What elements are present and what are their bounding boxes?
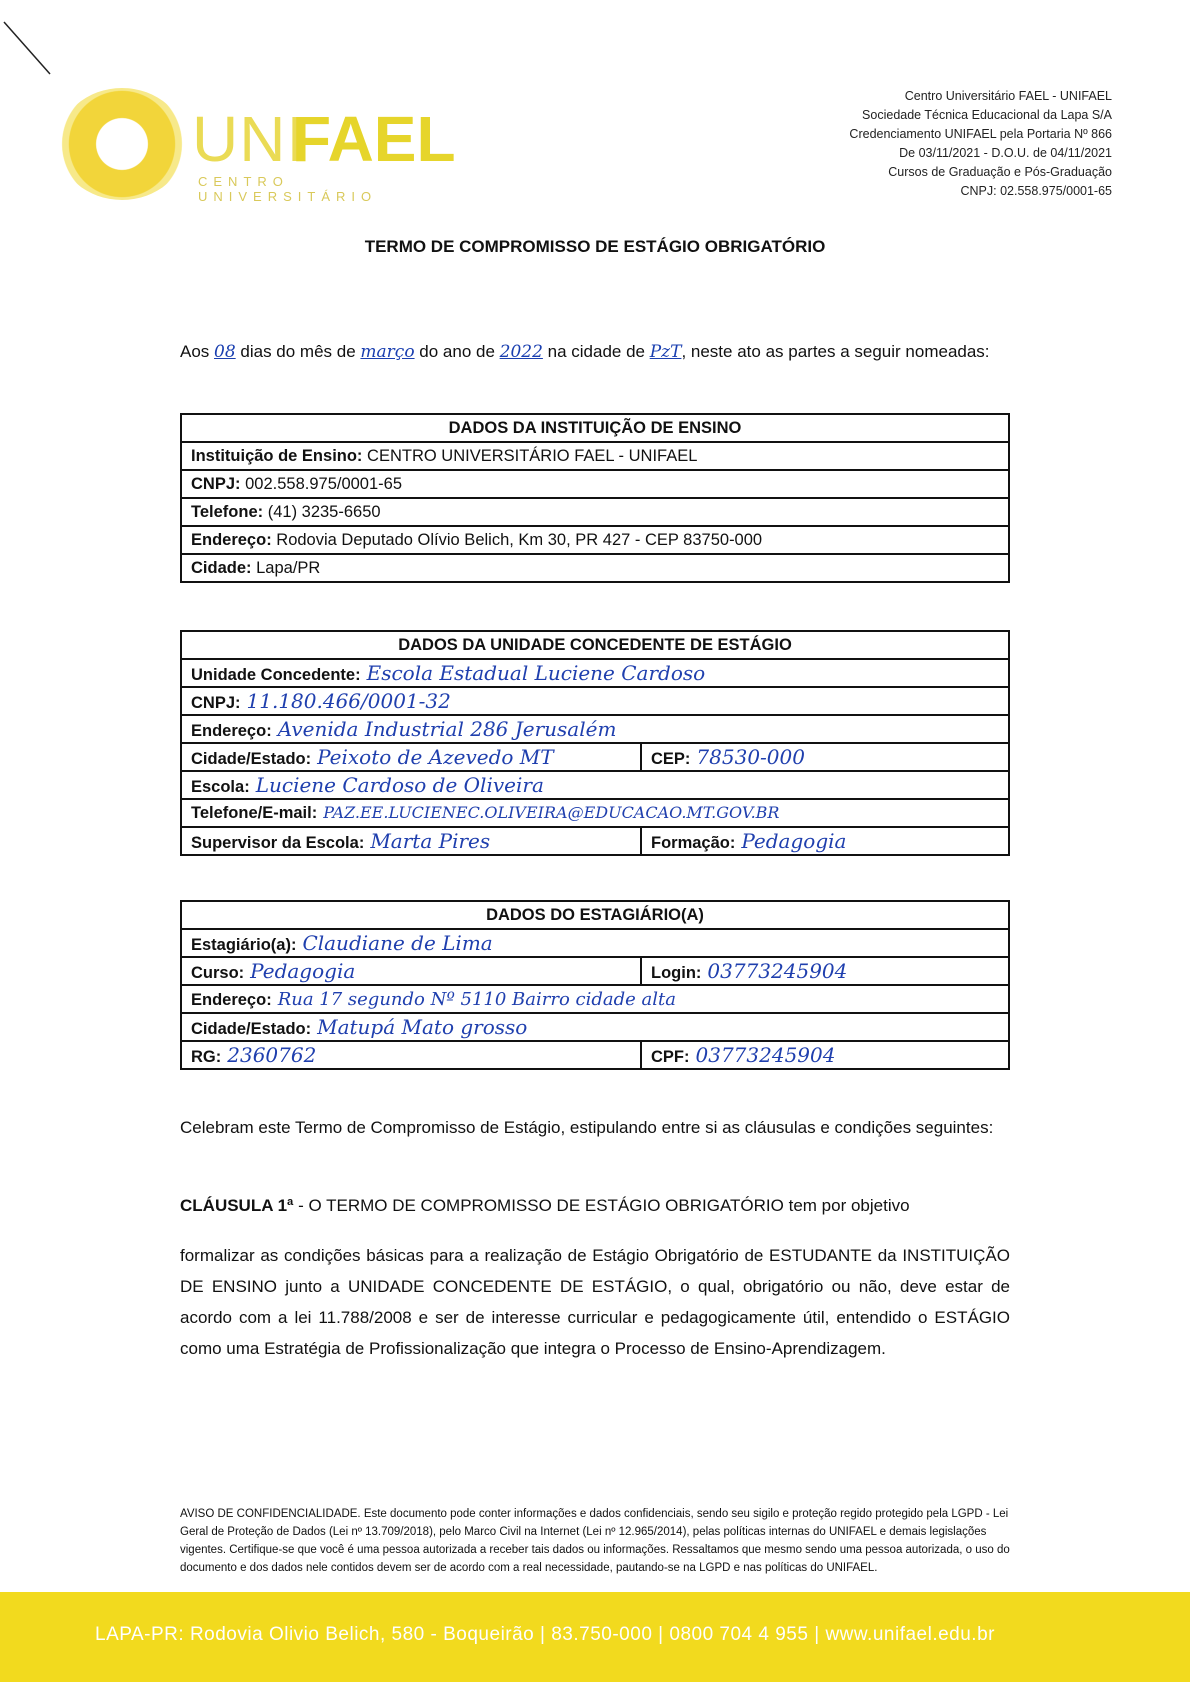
institution-row — [181, 442, 1009, 470]
logo-ring-icon — [58, 88, 186, 200]
formacao-field[interactable]: Pedagogia — [741, 829, 847, 853]
endereco-field[interactable]: Rua 17 segundo Nº 5110 Bairro cidade alta — [277, 988, 676, 1010]
row-value: Rodovia Deputado Olívio Belich, Km 30, PR 427 - CEP 83750-000 — [276, 530, 763, 549]
rg-row — [181, 1041, 641, 1069]
header-line: Cursos de Graduação e Pós-Graduação — [888, 165, 1112, 179]
cidade-row — [181, 743, 641, 771]
clausula-label: CLÁUSULA 1ª — [180, 1196, 294, 1215]
cpf-cell — [641, 1041, 1009, 1069]
cep-field[interactable]: 78530-000 — [696, 745, 805, 769]
row-label: RG: — [191, 1048, 222, 1066]
intro-text: , neste ato as partes a seguir nomeadas: — [681, 342, 990, 361]
intro-text: do ano de — [414, 342, 500, 361]
estagiario-table — [180, 900, 1010, 1070]
row-label: Telefone/E-mail: — [191, 804, 318, 822]
cpf-field[interactable]: 03773245904 — [695, 1043, 836, 1067]
month-field[interactable]: março — [360, 342, 415, 362]
endereco-row — [181, 715, 1009, 743]
row-label: Cidade/Estado: — [191, 750, 312, 768]
institution-row — [181, 470, 1009, 498]
header-line: De 03/11/2021 - D.O.U. de 04/11/2021 — [899, 146, 1112, 160]
row-label: Endereço: — [191, 722, 272, 740]
nome-row — [181, 929, 1009, 957]
concedente-heading: DADOS DA UNIDADE CONCEDENTE DE ESTÁGIO — [181, 631, 1009, 659]
scan-mark — [0, 0, 60, 80]
telefone-field[interactable]: PAZ.EE.LUCIENEC.OLIVEIRA@EDUCACAO.MT.GOV.BR — [323, 803, 780, 822]
cidade-row — [181, 1013, 1009, 1041]
row-label: CNPJ: — [191, 474, 241, 493]
unifael-logo — [58, 88, 458, 204]
row-value: (41) 3235-6650 — [267, 502, 381, 521]
institution-header — [849, 87, 1112, 201]
row-label: Cidade: — [191, 558, 252, 577]
header-line: Credenciamento UNIFAEL pela Portaria Nº 866 — [849, 127, 1112, 141]
cidade-field[interactable]: Matupá Mato grosso — [317, 1015, 528, 1039]
formacao-cell — [641, 827, 1009, 855]
row-label: CEP: — [651, 750, 691, 768]
row-label: Unidade Concedente: — [191, 666, 361, 684]
telefone-row — [181, 799, 1009, 827]
intro-text: Aos — [180, 342, 215, 361]
institution-heading: DADOS DA INSTITUIÇÃO DE ENSINO — [181, 414, 1009, 442]
row-value: CENTRO UNIVERSITÁRIO FAEL - UNIFAEL — [367, 446, 698, 465]
intro-text: na cidade de — [542, 342, 650, 361]
row-label: Endereço: — [191, 990, 272, 1009]
institution-row — [181, 498, 1009, 526]
footer-bar — [0, 1592, 1190, 1682]
rg-field[interactable]: 2360762 — [227, 1043, 317, 1067]
day-field[interactable]: 08 — [214, 342, 236, 362]
escola-row — [181, 771, 1009, 799]
row-label: Cidade/Estado: — [191, 1020, 312, 1038]
logo-text-fael: FAEL — [292, 103, 456, 175]
nome-field[interactable]: Claudiane de Lima — [302, 931, 493, 955]
concedente-table — [180, 630, 1010, 856]
curso-row — [181, 957, 641, 985]
clausula-text: - O TERMO DE COMPROMISSO DE ESTÁGIO OBRIGATÓRIO tem por objetivo — [293, 1196, 910, 1215]
logo-subtitle: CENTRO UNIVERSITÁRIO — [198, 174, 378, 204]
year-field[interactable]: 2022 — [499, 342, 543, 362]
logo-text-uni: UNI — [192, 103, 306, 175]
clausula-body: formalizar as condições básicas para a realização de Estágio Obrigatório de ESTUDANTE da INSTITUIÇÃO DE ENSINO junto a UNIDADE CONCEDENTE DE ESTÁGIO, o qual, obrigatório ou não, deve estar de acordo com a lei 11.788/2008 e ser de interesse curricular e pedagogicamente útil, entendido o ESTÁGIO como uma Estratégia de Profissionalização que integra o Processo de Ensino-Aprendizagem. — [180, 1246, 1010, 1358]
curso-field[interactable]: Pedagogia — [250, 959, 356, 983]
row-label: CNPJ: — [191, 694, 241, 712]
row-label: Telefone: — [191, 502, 264, 521]
confidentiality-notice: AVISO DE CONFIDENCIALIDADE. Este documento pode conter informações e dados confidenciais, sendo seu sigilo e proteção regido protegido pela LGPD - Lei Geral de Proteção de Dados (Lei nº 13.709/2018), pelo Marco Civil na Internet (Lei nº 12.965/2014), pelas políticas internas do UNIFAEL e demais legislações vigentes. Certifique-se que você é uma pessoa autorizada a receber tais dados ou informações. Ressaltamos que mesmo sendo uma pessoa autorizada, o uso do documento e dos dados nele contidos devem ser de acordo com a real necessidade, pautando-se na LGPD e nas políticas do UNIFAEL. — [180, 1508, 1010, 1574]
login-cell — [641, 957, 1009, 985]
institution-row — [181, 554, 1009, 582]
document-title: TERMO DE COMPROMISSO DE ESTÁGIO OBRIGATÓRIO — [364, 237, 826, 256]
intro-paragraph — [180, 336, 1020, 368]
clausula-heading — [180, 1190, 1010, 1221]
unidade-row — [181, 659, 1009, 687]
row-label: Estagiário(a): — [191, 936, 297, 954]
cep-cell — [641, 743, 1009, 771]
row-label: Escola: — [191, 778, 250, 796]
escola-field[interactable]: Luciene Cardoso de Oliveira — [255, 773, 544, 797]
celebram-paragraph: Celebram este Termo de Compromisso de Estágio, estipulando entre si as cláusulas e condições seguintes: — [180, 1118, 994, 1137]
login-field[interactable]: 03773245904 — [707, 959, 848, 983]
header-line: Centro Universitário FAEL - UNIFAEL — [904, 89, 1112, 103]
row-label: CPF: — [651, 1048, 690, 1066]
footer-text: LAPA-PR: Rodovia Olivio Belich, 580 - Boqueirão | 83.750-000 | 0800 704 4 955 | www.unifael.edu.br — [95, 1624, 995, 1645]
estagiario-heading: DADOS DO ESTAGIÁRIO(A) — [181, 901, 1009, 929]
row-value: Lapa/PR — [256, 558, 321, 577]
city-field[interactable]: PzT — [649, 342, 682, 362]
cnpj-field[interactable]: 11.180.466/0001-32 — [246, 689, 451, 713]
header-line: Sociedade Técnica Educacional da Lapa S/A — [862, 108, 1112, 122]
row-label: Formação: — [651, 834, 736, 852]
cnpj-row — [181, 687, 1009, 715]
header-line: CNPJ: 02.558.975/0001-65 — [960, 184, 1112, 198]
row-label: Curso: — [191, 964, 245, 982]
row-label: Login: — [651, 964, 702, 982]
row-label: Endereço: — [191, 530, 272, 549]
endereco-row — [181, 985, 1009, 1013]
endereco-field[interactable]: Avenida Industrial 286 Jerusalém — [277, 717, 617, 741]
unidade-field[interactable]: Escola Estadual Luciene Cardoso — [366, 661, 706, 685]
row-value: 002.558.975/0001-65 — [245, 474, 403, 493]
institution-row — [181, 526, 1009, 554]
supervisor-field[interactable]: Marta Pires — [370, 829, 491, 853]
intro-text: dias do mês de — [235, 342, 361, 361]
institution-table — [180, 413, 1010, 583]
supervisor-row — [181, 827, 641, 855]
cidade-field[interactable]: Peixoto de Azevedo MT — [317, 745, 554, 769]
row-label: Instituição de Ensino: — [191, 446, 363, 465]
row-label: Supervisor da Escola: — [191, 834, 365, 852]
